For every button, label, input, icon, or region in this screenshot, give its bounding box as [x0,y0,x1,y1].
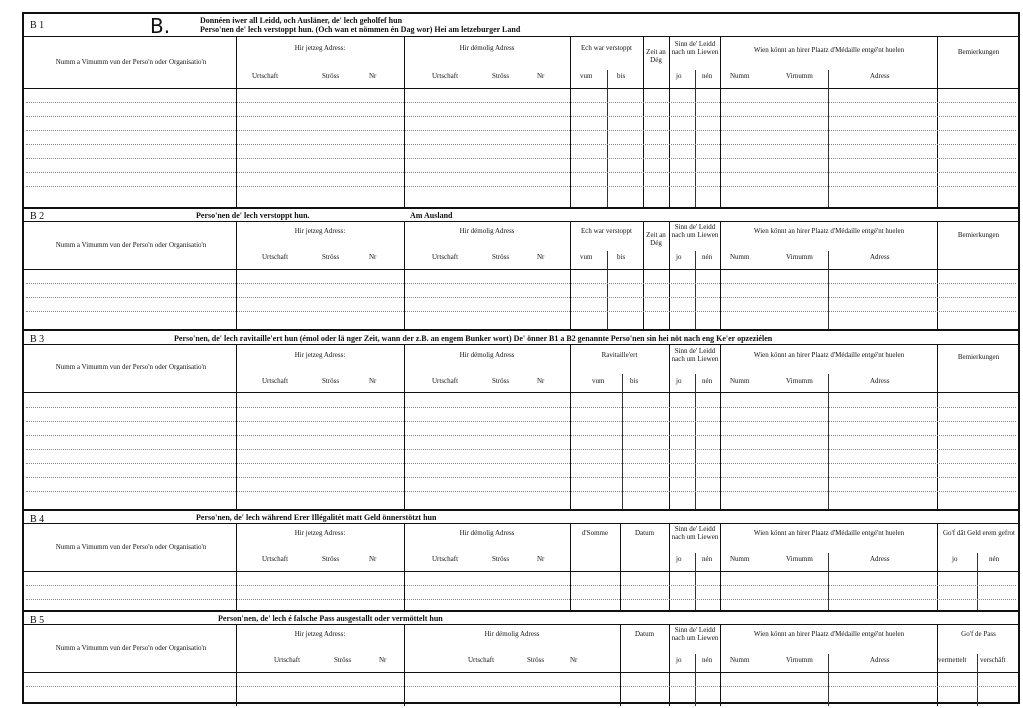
header-city: Urtschaft [252,72,279,80]
header-m-first: Virnumm [786,555,813,563]
header-street: Ströss [334,656,352,664]
header-former-address: Hir démolig Adress [484,630,540,638]
header-city: Urtschaft [262,253,289,261]
section-title: Perso'nen, de' lech während Erer Illégalitét matt Geld önnerstötzt hun [196,513,437,522]
header-remarks: Bemierkungen [957,231,1000,239]
header-m-address: Adress [870,377,890,385]
header-yes: jo [952,555,958,563]
header-remarks: Bemierkungen [957,48,1000,56]
header-city: Urtschaft [432,72,459,80]
header-yes: jo [676,72,682,80]
header-former-address: Hir démolig Adress [459,44,515,52]
header-current-address: Hir jetzeg Adress: [294,227,346,235]
header-nr: Nr [369,377,377,385]
header-money-back: Go'f dât Geld erem gefrot [942,529,1015,537]
header-former-address: Hir démolig Adress [459,227,515,235]
header-nr: Nr [537,72,545,80]
header-m-name: Numm [730,377,750,385]
header-m-name: Numm [730,555,750,563]
header-m-first: Virnumm [786,253,813,261]
header-m-first: Virnumm [786,72,813,80]
header-no: nén [702,656,713,664]
header-m-name: Numm [730,656,750,664]
header-hidden: Ech war verstoppt [581,227,632,235]
header-street: Ströss [322,555,340,563]
section-title-location: Am Ausland [410,211,453,220]
section-b3 [24,329,1018,509]
header-name: Numm a Vimumm vun der Perso'n oder Organisatio'n [55,241,207,249]
header-nr: Nr [537,555,545,563]
header-remarks: Bemierkungen [957,353,1000,361]
header-yes: jo [676,555,682,563]
header-m-address: Adress [870,555,890,563]
header-to: bis [617,253,626,261]
header-yes: jo [676,656,682,664]
header-sum: d'Somme [581,529,609,537]
section-code: B 1 [30,20,45,31]
header-nr: Nr [570,656,578,664]
header-date: Datum [634,630,655,638]
section-b2 [24,207,1018,329]
header-yes: jo [676,253,682,261]
header-current-address: Hir jetzeg Adress: [294,529,346,537]
header-street: Ströss [322,377,340,385]
header-no: nén [702,253,713,261]
section-code: B 4 [30,514,45,525]
header-alive: Sinn de' Leidd nach um Liewen [671,223,719,239]
header-to: bis [617,72,626,80]
header-medal: Wien könnt an hirer Plaatz d'Médaille entgé'nt huelen [753,529,905,537]
header-nr: Nr [537,253,545,261]
header-medal: Wien könnt an hirer Plaatz d'Médaille entgé'nt huelen [753,630,905,638]
header-former-address: Hir démolig Adress [459,351,515,359]
section-subtitle: Perso'nen de' lech verstoppt hun. (Och wan et nömmen én Dag wor) Hei am letzeburger Land [200,25,521,34]
header-street: Ströss [322,253,340,261]
header-name: Numm a Vimumm vun der Perso'n oder Organisatio'n [55,58,207,66]
header-current-address: Hir jetzeg Adress: [294,351,346,359]
header-street: Ströss [492,72,510,80]
header-nr: Nr [369,253,377,261]
header-no: nén [702,555,713,563]
header-made: verschäft [980,656,1006,664]
header-street: Ströss [527,656,545,664]
header-alive: Sinn de' Leidd nach um Liewen [671,40,719,56]
section-b1 [24,14,1018,207]
header-name: Numm a Vimumm vun der Perso'n oder Organisatio'n [55,644,207,652]
header-nr: Nr [369,555,377,563]
header-nr: Nr [537,377,545,385]
header-street: Ströss [492,253,510,261]
header-city: Urtschaft [262,555,289,563]
header-city: Urtschaft [262,377,289,385]
header-name: Numm a Vimumm vun der Perso'n oder Organisatio'n [55,543,207,551]
header-hidden: Ech war verstoppt [581,44,632,52]
header-current-address: Hir jetzeg Adress: [294,44,346,52]
header-nr: Nr [369,72,377,80]
form-page [22,12,1020,704]
header-city: Urtschaft [468,656,495,664]
header-nr: Nr [379,656,387,664]
header-street: Ströss [322,72,340,80]
header-alive: Sinn de' Leidd nach um Liewen [671,525,719,541]
header-street: Ströss [492,377,510,385]
header-city: Urtschaft [274,656,301,664]
header-time: Zeit an Dég [646,231,666,247]
section-title: Perso'nen de' lech verstoppt hun. [196,211,310,220]
header-street: Ströss [492,555,510,563]
section-code: B 5 [30,615,45,626]
section-title: Donnéen iwer all Leidd, och Ausläner, de' lech geholfef hun [200,16,403,25]
header-m-address: Adress [870,253,890,261]
header-name: Numm a Vimumm vun der Perso'n oder Organisatio'n [55,363,207,371]
header-m-name: Numm [730,72,750,80]
header-alive: Sinn de' Leidd nach um Liewen [671,626,719,642]
header-issued: vermettelt [938,656,967,664]
header-m-first: Virnumm [786,377,813,385]
header-to: bis [630,377,639,385]
header-m-name: Numm [730,253,750,261]
form-letter: B. [150,14,171,38]
section-code: B 2 [30,211,45,222]
section-title: Person'nen, de' lech é falsche Pass ausgestallt oder vermöttelt hun [218,614,443,623]
header-yes: jo [676,377,682,385]
header-time: Zeit an Dég [646,48,666,64]
header-current-address: Hir jetzeg Adress: [294,630,346,638]
header-from: vum [592,377,605,385]
header-m-address: Adress [870,656,890,664]
header-city: Urtschaft [432,253,459,261]
header-ravitailleiert: Ravitaille'ert [601,351,638,359]
header-from: vum [580,72,593,80]
header-city: Urtschaft [432,377,459,385]
header-no: nén [702,72,713,80]
section-code: B 3 [30,334,45,345]
header-medal: Wien könnt an hirer Plaatz d'Médaille entgé'nt huelen [753,351,905,359]
header-medal: Wien könnt an hirer Plaatz d'Médaille entgé'nt huelen [753,46,905,54]
header-pass: Go'f de Pass [961,630,996,638]
header-m-first: Virnumm [786,656,813,664]
header-no: nén [702,377,713,385]
header-from: vum [580,253,593,261]
header-m-address: Adress [870,72,890,80]
header-date: Datum [634,529,655,537]
header-alive: Sinn de' Leidd nach um Liewen [671,347,719,363]
section-title: Perso'nen, de' lech ravitaille'ert hun (émol oder lä nger Zeit, wann der z.B. an engem Bunker wort) De' önner B1 a B2 genannte Perso'nen sin hei nöt nach eng Ke'er opzeziélen [174,334,773,343]
section-b4 [24,509,1018,610]
header-no: nén [989,555,1000,563]
header-medal: Wien könnt an hirer Plaatz d'Médaille entgé'nt huelen [753,227,905,235]
header-city: Urtschaft [432,555,459,563]
section-b5 [24,610,1018,706]
header-former-address: Hir démolig Adress [459,529,515,537]
